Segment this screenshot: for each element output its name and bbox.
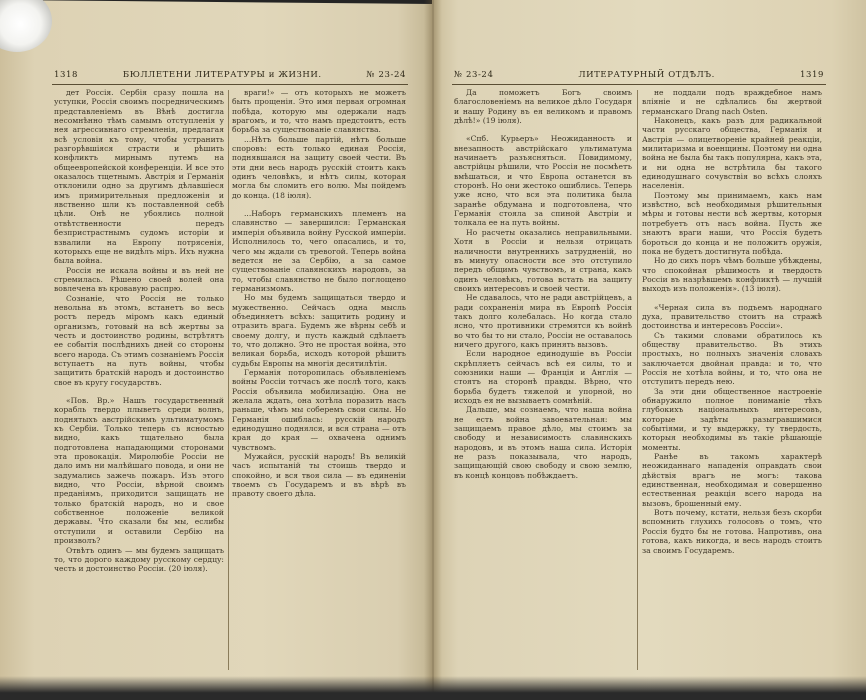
- paragraph: не поддали подъ враждебное намъ вліяніе и не сдѣлались бы жертвой германскаго Drang nach Osten.: [642, 88, 822, 116]
- paragraph: Германія поторопилась объявленіемъ войны Россіи тотчасъ же послѣ того, какъ Россія объявила мобилизацію. Она не желала ждать, она хотѣла поразить насъ раньше, чѣмъ мы соберемъ свои силы. Но Германія ошиблась: русскій народъ единодушно поднялся, и вся страна — отъ края до края — охвачена однимъ чувствомъ.: [232, 367, 406, 452]
- paragraph: Не сдавалось, что не ради австрійцевъ, а ради сохраненія мира въ Европѣ Россія такъ долго колебалась. Но когда стало ясно, что противники стремятся къ войнѣ во что бы то ни стало, Россіи не оставалось ничего другого, какъ принять вызовъ.: [454, 293, 632, 349]
- paragraph: ...Наборъ германскихъ племенъ на славянство — завершился: Германская имперія объявила войну Русской имперіи. Исполнилось то, чего опасались, и то, чего мы ждали съ тревогой. Теперь война ведется не за Сербію, а за самое существованіе славянскихъ народовъ, за то, чтобы славянство не было поглощено германизмомъ.: [232, 209, 406, 293]
- paragraph: Мужайся, русскій народъ! Въ великій часъ испытаній ты стоишь твердо и спокойно, и вся твоя сила — въ единеніи твоемъ съ Государемъ и въ вѣрѣ въ правоту своего дѣла.: [232, 452, 406, 499]
- left-running-title: БЮЛЛЕТЕНИ ЛИТЕРАТУРЫ и ЖИЗНИ.: [122, 70, 322, 80]
- right-header-rule: [452, 84, 826, 85]
- left-column-rule: [228, 90, 229, 670]
- table-surface: [0, 676, 866, 700]
- paragraph: Сознаніе, что Россія не только невольна въ этомъ, встанетъ во весь ростъ передъ міромъ какъ единый организмъ, готовый на всѣ жертвы за честь и достоинство родины, встрѣтятъ ее событія послѣднихъ дней со стороны всего народа. Съ этимъ сознаніемъ Россія вступаетъ на путь войны, чтобы защитить братскій народъ и достоинство свое въ кругу государствъ.: [54, 293, 224, 387]
- right-issue-number: № 23-24: [454, 70, 494, 80]
- paragraph: Но расчеты оказались неправильными. Хотя в Россіи и нельзя отрицать наличности внутреннихъ затрудненій, но въ минуту опасности все это отступило передъ общимъ чувствомъ, и страна, какъ одинъ человѣкъ, готова встать на защиту своихъ интересовъ и своей чести.: [454, 227, 632, 293]
- paragraph: Наконецъ, какъ разъ для радикальной части русскаго общества, Германія и Австрія — олицетвореніе крайней реакціи, милитаризма и военщины. Поэтому ни одна война не была бы такъ популярна, какъ эта, и ни одна не встрѣтила бы такого единодушнаго сочувствія во всѣхъ слояхъ населенія.: [642, 116, 822, 191]
- book-gutter: [424, 0, 442, 700]
- paragraph: Дальше, мы сознаемъ, что наша война не есть война завоевательная: мы защищаемъ правое дѣло, мы стоимъ за свободу и независимость славянскихъ народовъ, и въ этомъ наша сила. Исторія не разъ показывала, что народъ, защищающій свою свободу и свою землю, въ концѣ концовъ побѣждаетъ.: [454, 405, 632, 480]
- paragraph: Съ такими словами обратилось къ обществу правительство. Въ этихъ простыхъ, но полныхъ значенія словахъ заключается двойная правда: и то, что Россія не хотѣла войны, и то, что она не отступитъ передъ нею.: [642, 330, 822, 387]
- left-running-header: [54, 70, 406, 82]
- paragraph: Если народное единодушіе въ Россіи скрѣпляетъ сейчасъ всѣ ея силы, то и союзники наши — Франція и Англія — стоятъ на сторонѣ правды. Вѣрно, что борьба будетъ тяжелой и упорной, но исходъ ея не вызываетъ сомнѣній.: [454, 349, 632, 405]
- left-header-rule: [52, 84, 408, 85]
- left-page-column-1: [54, 88, 224, 674]
- paragraph: «Пов. Вр.» Нашъ государственный корабль твердо плыветъ среди волнъ, поднятыхъ австрійскимъ ультиматумомъ къ Сербіи. Только теперь съ ясностью видно, какъ тщательно была подготовлена нападающими сторонами эта провокація. Миролюбіе Россіи не дало имъ ни малѣйшаго повода, и они не задумались зажечь пожаръ. Изъ этого видно, что Россіи, вѣрной своимъ преданіямъ, приходится защищать не только братскій народъ, но и свое собственное положеніе великой державы. Что сказали бы мы, еслибы отступили и оставили Сербію на произволъ?: [54, 396, 224, 546]
- paragraph: Да поможетъ Богъ своимъ благословеніемъ на великое дѣло Государя и нашу Родину въ ея великомъ и правомъ дѣлѣ!» (19 іюля).: [454, 88, 632, 126]
- right-running-header: [454, 70, 824, 82]
- paragraph: «Черная сила въ подъемъ народнаго духа, правительство стоитъ на стражѣ достоинства и интересовъ Россіи».: [642, 302, 822, 331]
- right-page-column-1: [454, 88, 632, 674]
- paragraph: «Спб. Курьеръ» Неожиданность и внезапность австрійскаго ультиматума начинаетъ разъясняться. Повидимому, австрійцы рѣшили, что Россія не посмѣетъ вмѣшаться, и что Европа останется въ сторонѣ. Но они жестоко ошиблись. Теперь уже ясно, что вся эта политика была заранѣе обдумана и подготовлена, что Германія стояла за спиной Австріи и толкала ее на путь войны.: [454, 134, 632, 228]
- right-running-title: ЛИТЕРАТУРНЫЙ ОТДѢЛЪ.: [578, 70, 715, 80]
- left-page-number: 1318: [54, 70, 79, 80]
- paragraph: ...Нѣтъ больше партій, нѣтъ больше споровъ: есть только единая Россія, поднявшаяся на защиту своей чести. Въ эти дни весь народъ русскій стоитъ какъ одинъ человѣкъ, и нѣтъ силы, которая могла бы сломить его волю. Мы пойдемъ до конца. (18 іюля).: [232, 134, 406, 200]
- right-column-rule: [637, 90, 638, 670]
- paragraph: Вотъ почему, кстати, нельзя безъ скорби вспомнить глухихъ голосовъ о томъ, что Россія будто бы не готова. Напротивъ, она готова, какъ никогда, и весь народъ стоитъ за своимъ Государемъ.: [642, 508, 822, 555]
- left-page-column-2: [232, 88, 406, 674]
- paragraph: Поэтому мы принимаемъ, какъ нам извѣстно, всѣ необходимыя рѣшительныя мѣры и готовы нести всѣ жертвы, которыя потребуетъ отъ насъ война. Пусть же знаютъ враги наши, что Россія будетъ бороться до конца и не положитъ оружія, пока не будетъ достигнута побѣда.: [642, 190, 822, 256]
- right-page-column-2: [642, 88, 822, 674]
- paragraph: Ранѣе въ такомъ характерѣ неожиданнаго нападенія оправдать свои дѣйствія врагъ не могъ: такова единственная, необходимая и совершенно естественная реакція всего народа на вызовъ, брошенный ему.: [642, 452, 822, 508]
- paragraph: Отвѣтъ одинъ — мы будемъ защищать то, что дорого каждому русскому сердцу: честь и достоинство Россіи. (20 іюля).: [54, 545, 224, 574]
- left-issue-number: № 23-24: [366, 70, 406, 80]
- paragraph: Но мы будемъ защищаться твердо и мужественно. Сейчасъ одна мысль объединяетъ всѣхъ: защитить родину и отразить врага. Будемъ же вѣрны себѣ и своему долгу, и пусть каждый сдѣлаетъ то, что должно. Это не простая война, это великая борьба, исходъ которой рѣшитъ судьбы Европы на многія десятилѣтія.: [232, 293, 406, 368]
- right-page-number: 1319: [799, 70, 824, 80]
- paragraph: Но до сихъ поръ чѣмъ больше убѣждены, что спокойная рѣшимость и твердость Россіи въ назрѣвшемъ конфликтѣ — лучшій выходъ изъ положенія». (13 іюля).: [642, 256, 822, 294]
- paragraph: враги!» — отъ которыхъ не можетъ быть прощенія. Это имя первая огромная побѣда, которую мы одержали надъ врагомъ, и то, что намъ предстоитъ, есть борьба за существованіе славянства.: [232, 88, 406, 135]
- paragraph: За эти дни общественное настроеніе обнаружило полное пониманіе тѣхъ глубокихъ національныхъ интересовъ, которые задѣты разыгравшимися событіями, и ту выдержку, ту твердость, которыя необходимы въ такіе рѣшающіе моменты.: [642, 386, 822, 452]
- paragraph: Россія не искала войны и въ ней не стремилась. Рѣшено своей волей она вовлечена въ кровавую распрю.: [54, 265, 224, 294]
- paragraph: дет Россія. Сербія сразу пошла на уступки, Россія своимъ посредническимъ представленіемъ въ Вѣнѣ достигла несомнѣнно тѣмъ самымъ отступленія у нея агрессивнаго стремленія, предлагая всѣ условія къ тому, чтобы устранить разгорѣвшіяся страсти и рѣшить конфликтъ мирнымъ путемъ на общеевропейской конференціи. И все это оказалось тщетнымъ. Австрія и Германія отклонили одно за другимъ дѣлавшіеся имъ примирительныя предложенія и явственно шли къ поставленной себѣ цѣли. Онѣ не убоялись полной отвѣтственности передъ безпристрастнымъ судомъ исторіи и взвалили на Европу потрясенія, которыхъ еще не видѣлъ міръ. Ихъ нужна была война.: [54, 88, 224, 266]
